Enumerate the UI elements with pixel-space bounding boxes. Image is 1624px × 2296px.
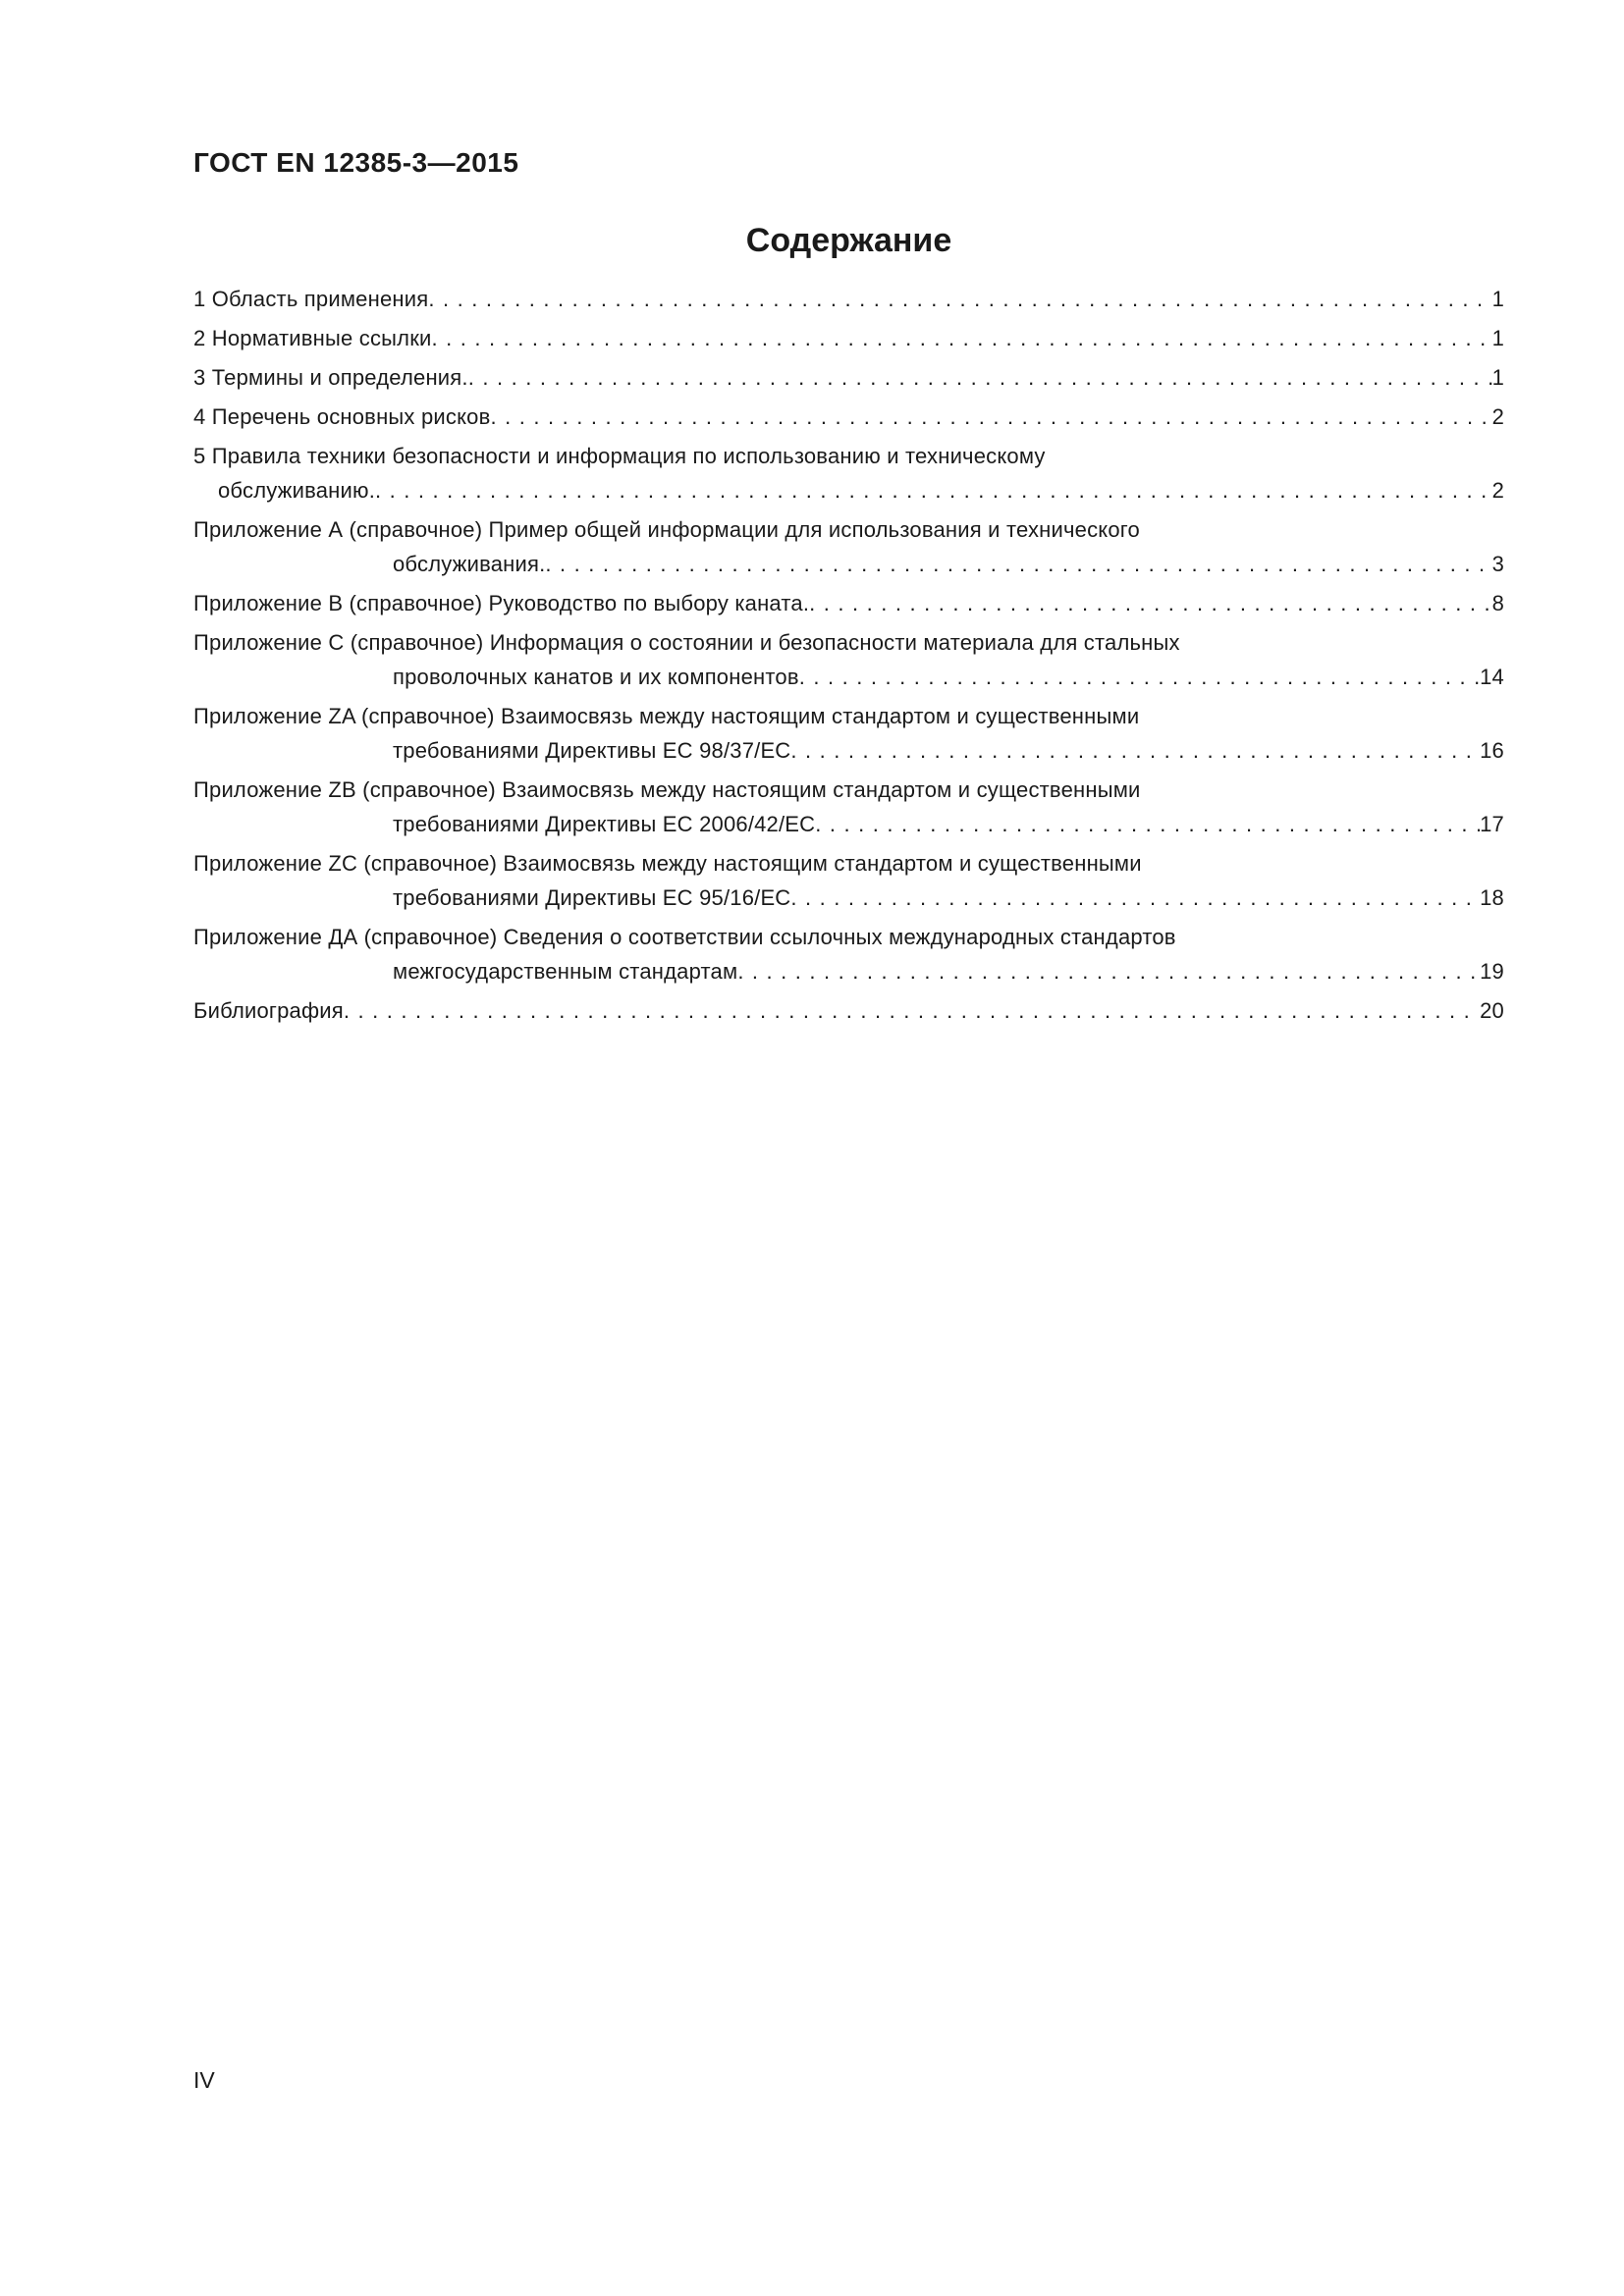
toc-entry-text: Приложение ZC (справочное) Взаимосвязь между настоящим стандартом и существенными	[193, 851, 1142, 876]
toc-entry	[193, 586, 1504, 620]
dot-leader	[737, 954, 1480, 988]
page-number-footer: IV	[193, 2067, 215, 2093]
toc-page-number: 17	[1480, 812, 1504, 836]
dot-leader	[428, 282, 1491, 316]
toc-entry-text: Библиография	[193, 998, 344, 1023]
toc-page-number: 3	[1491, 552, 1504, 576]
toc-page-number: 20	[1480, 998, 1504, 1023]
toc-page-number: 14	[1480, 665, 1504, 689]
toc-entry	[193, 773, 1504, 841]
toc-entry-text: Приложение ZB (справочное) Взаимосвязь между настоящим стандартом и существенными	[193, 777, 1141, 802]
dot-leader	[432, 321, 1492, 355]
toc-entry-text: 3 Термины и определения.	[193, 365, 468, 390]
dot-leader	[799, 660, 1480, 694]
dot-leader	[375, 473, 1492, 507]
toc-entry-text: Приложение В (справочное) Руководство по выбору каната.	[193, 591, 810, 615]
toc-entry-text: 4 Перечень основных рисков	[193, 404, 491, 429]
toc-entry-text: требованиями Директивы ЕС 2006/42/ЕС	[393, 812, 816, 836]
toc-entry-text: 1 Область применения	[193, 287, 429, 311]
dot-leader	[790, 881, 1480, 915]
toc-page-number: 8	[1491, 591, 1504, 615]
toc-entry-text: обслуживанию.	[218, 478, 376, 503]
dot-leader	[809, 586, 1491, 620]
toc-entry-text: 5 Правила техники безопасности и информация по использованию и техническому	[193, 444, 1046, 468]
toc-entry-text: межгосударственным стандартам	[393, 959, 738, 984]
toc-entry	[193, 439, 1504, 507]
toc-entry	[193, 400, 1504, 434]
dot-leader	[545, 547, 1491, 581]
toc-entry-text: Приложение А (справочное) Пример общей информации для использования и технического	[193, 517, 1140, 542]
toc-entry-text: обслуживания.	[393, 552, 546, 576]
dot-leader	[490, 400, 1491, 434]
toc-entry	[193, 625, 1504, 694]
toc-entry	[193, 699, 1504, 768]
toc-entry-text: проволочных канатов и их компонентов	[393, 665, 799, 689]
toc-entry-text: Приложение ДА (справочное) Сведения о соответствии ссылочных международных стандартов	[193, 925, 1176, 949]
toc-entry	[193, 321, 1504, 355]
dot-leader	[790, 733, 1480, 768]
toc-entry	[193, 360, 1504, 395]
toc-title: Содержание	[745, 222, 952, 259]
toc-entry	[193, 512, 1504, 581]
toc-page-number: 18	[1480, 885, 1504, 910]
toc-entry	[193, 846, 1504, 915]
toc-page-number: 2	[1491, 478, 1504, 503]
toc-entry-text: 2 Нормативные ссылки	[193, 326, 432, 350]
toc-entry-text: требованиями Директивы ЕС 98/37/ЕС	[393, 738, 791, 763]
toc-entry-text: Приложение ZA (справочное) Взаимосвязь между настоящим стандартом и существенными	[193, 704, 1140, 728]
toc-page-number: 19	[1480, 959, 1504, 984]
toc-entry-text: требованиями Директивы ЕС 95/16/ЕС	[393, 885, 791, 910]
dot-leader	[815, 807, 1480, 841]
toc-list	[193, 282, 1504, 1033]
toc-entry	[193, 920, 1504, 988]
toc-page-number: 2	[1491, 404, 1504, 429]
toc-page-number: 16	[1480, 738, 1504, 763]
toc-page-number: 1	[1491, 326, 1504, 350]
document-code: ГОСТ EN 12385-3—2015	[193, 147, 519, 178]
dot-leader	[344, 993, 1480, 1028]
dot-leader	[468, 360, 1492, 395]
toc-entry-text: Приложение С (справочное) Информация о состоянии и безопасности материала для стальных	[193, 630, 1180, 655]
toc-entry	[193, 282, 1504, 316]
toc-entry	[193, 993, 1504, 1028]
toc-page-number: 1	[1491, 365, 1504, 390]
toc-page-number: 1	[1491, 287, 1504, 311]
